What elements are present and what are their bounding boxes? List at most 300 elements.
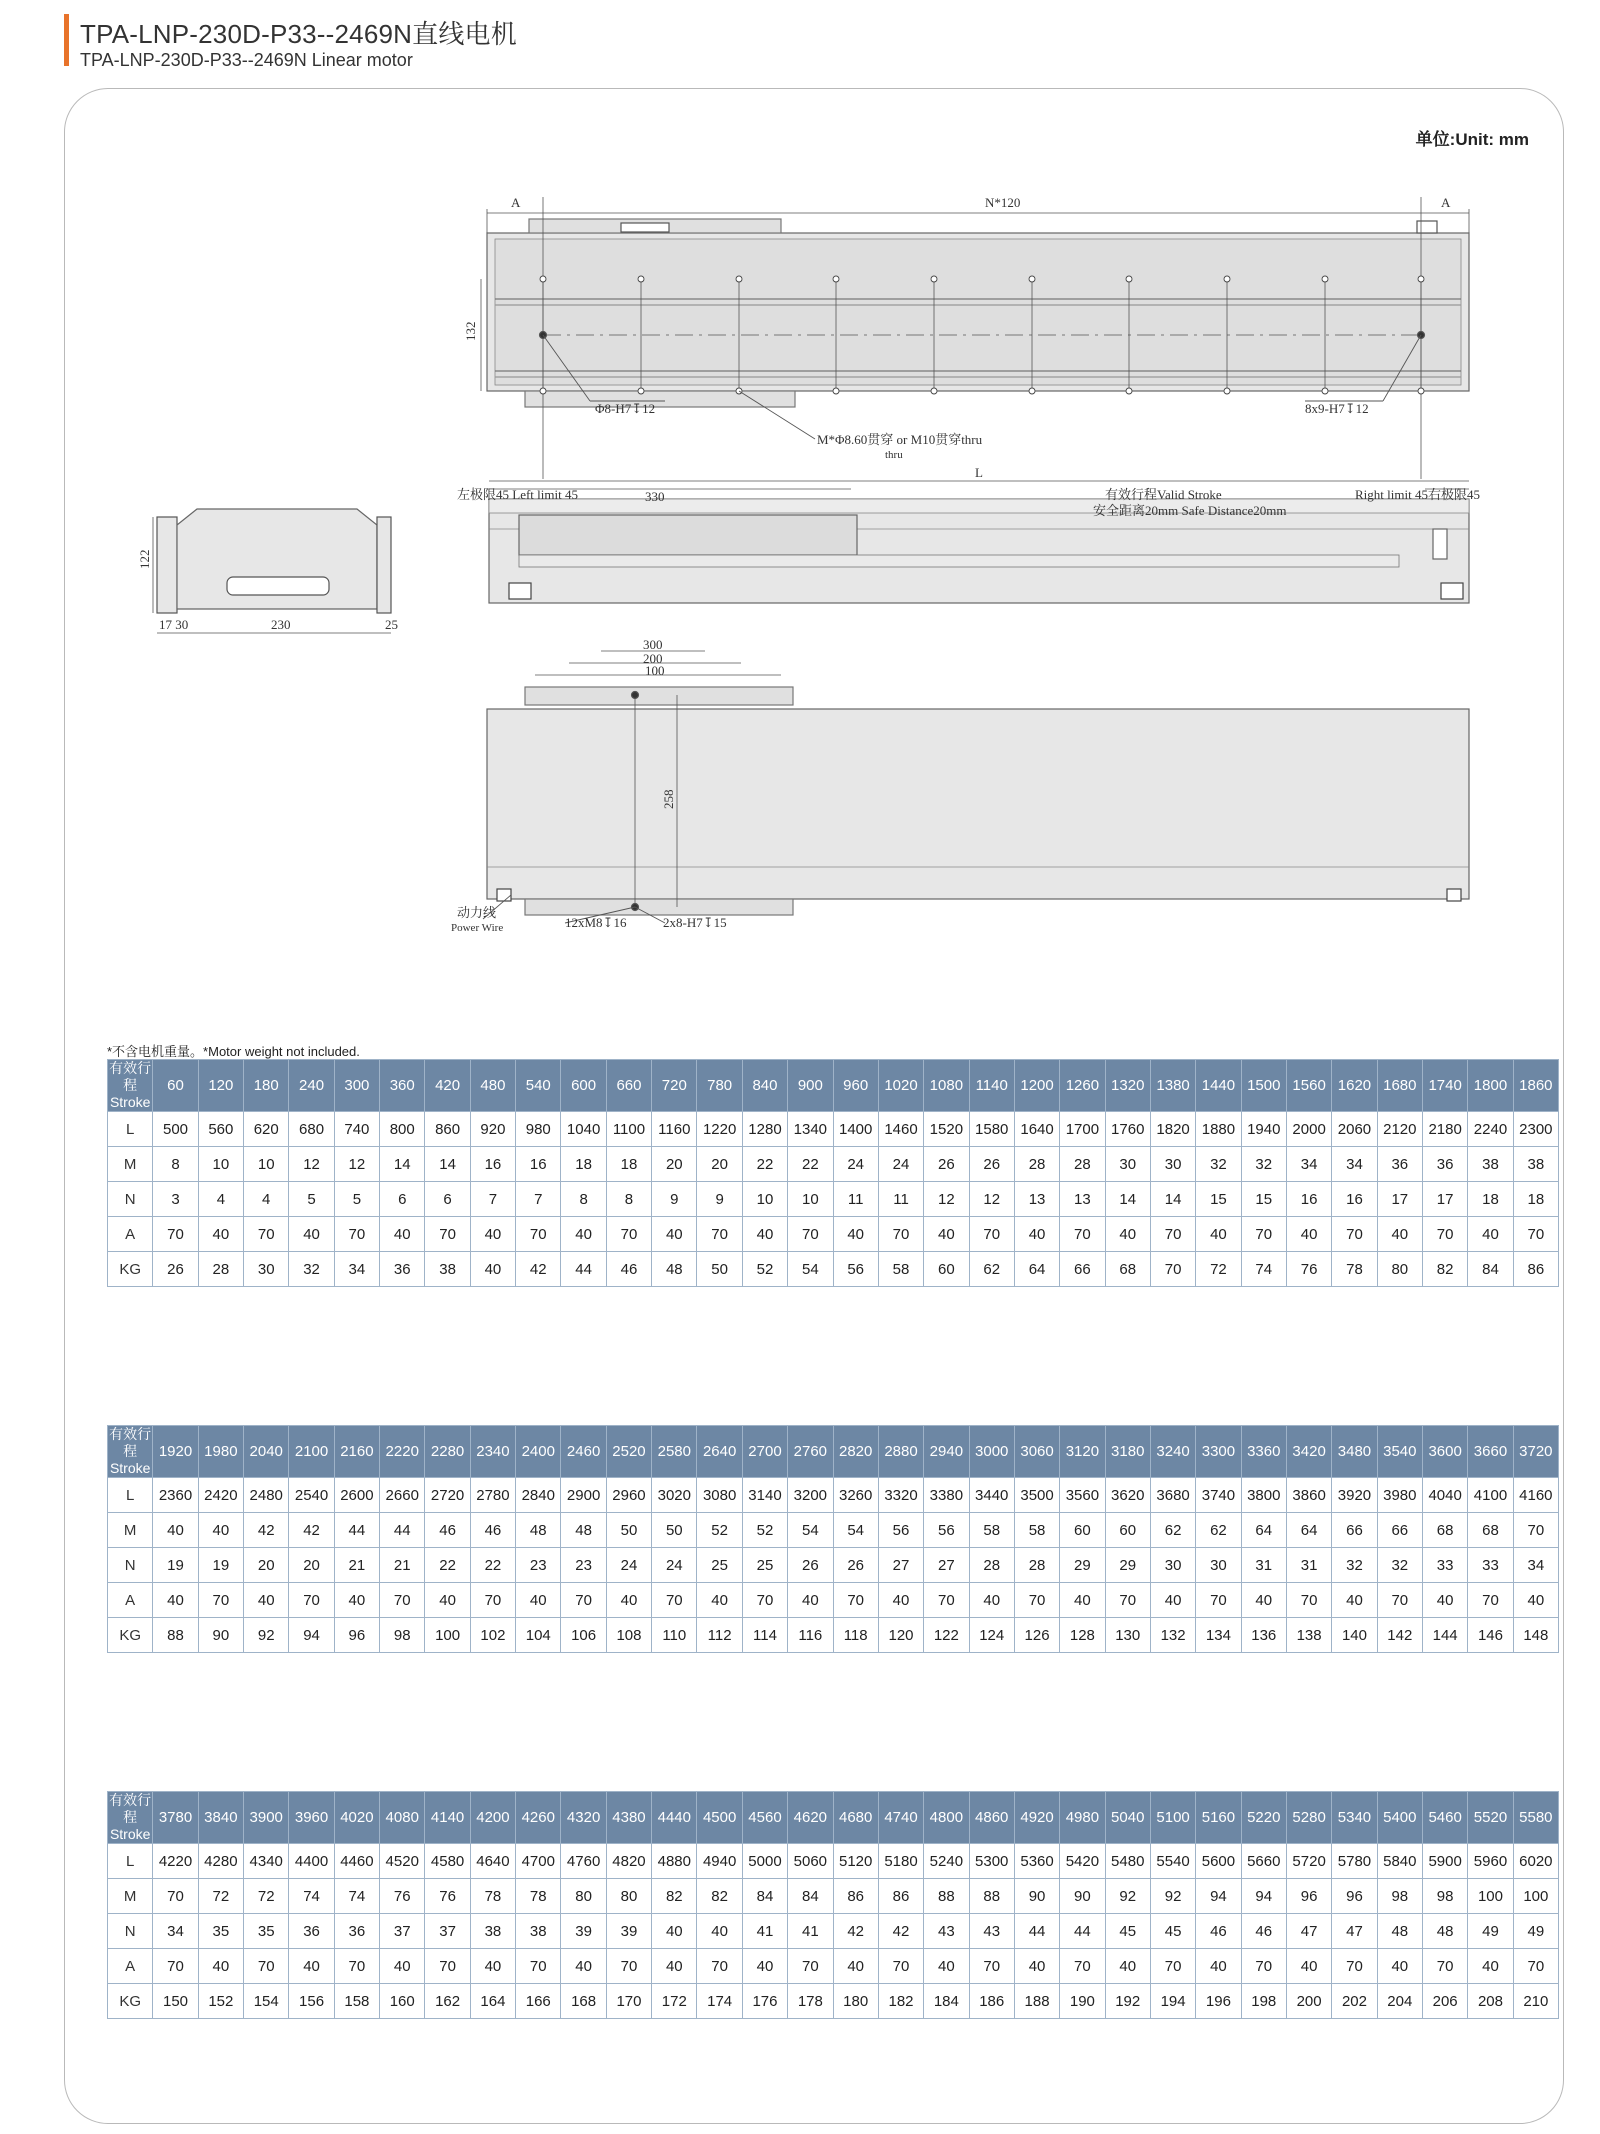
row-label: A bbox=[108, 1949, 153, 1984]
table-cell: 22 bbox=[788, 1147, 833, 1182]
table-cell: 39 bbox=[606, 1914, 651, 1949]
row-label: A bbox=[108, 1583, 153, 1618]
table-cell: 4040 bbox=[1422, 1478, 1467, 1513]
table-cell: 49 bbox=[1468, 1914, 1513, 1949]
table-cell: 15 bbox=[1196, 1182, 1241, 1217]
dim-300: 300 bbox=[643, 637, 663, 652]
table-cell: 48 bbox=[652, 1252, 697, 1287]
table-cell: 44 bbox=[1060, 1914, 1105, 1949]
stroke-value: 1200 bbox=[1014, 1060, 1059, 1112]
table-cell: 6 bbox=[380, 1182, 425, 1217]
table-cell: 5000 bbox=[742, 1844, 787, 1879]
table-cell: 98 bbox=[380, 1618, 425, 1653]
table-cell: 50 bbox=[652, 1513, 697, 1548]
table-row bbox=[108, 1618, 1559, 1653]
table-row bbox=[108, 1252, 1559, 1287]
table-cell: 60 bbox=[1105, 1513, 1150, 1548]
table-cell: 70 bbox=[425, 1949, 470, 1984]
table-cell: 42 bbox=[244, 1513, 289, 1548]
left-limit-label: 左极限45 Left limit 45 bbox=[457, 487, 578, 502]
table-cell: 26 bbox=[788, 1548, 833, 1583]
table-cell: 23 bbox=[561, 1548, 606, 1583]
table-cell: 5180 bbox=[878, 1844, 923, 1879]
table-cell: 46 bbox=[1241, 1914, 1286, 1949]
stroke-value: 60 bbox=[153, 1060, 198, 1112]
row-label: KG bbox=[108, 1984, 153, 2019]
table-cell: 62 bbox=[969, 1252, 1014, 1287]
table-cell: 202 bbox=[1332, 1984, 1377, 2019]
table-cell: 40 bbox=[742, 1217, 787, 1252]
table-cell: 48 bbox=[516, 1513, 561, 1548]
table-cell: 1580 bbox=[969, 1112, 1014, 1147]
table-cell: 74 bbox=[334, 1879, 379, 1914]
table-row bbox=[108, 1879, 1559, 1914]
table-cell: 68 bbox=[1105, 1252, 1150, 1287]
stroke-value: 2580 bbox=[652, 1426, 697, 1478]
stroke-value: 180 bbox=[244, 1060, 289, 1112]
table-cell: 88 bbox=[924, 1879, 969, 1914]
table-cell: 52 bbox=[742, 1252, 787, 1287]
stroke-value: 2820 bbox=[833, 1426, 878, 1478]
table-cell: 80 bbox=[1377, 1252, 1422, 1287]
row-label: N bbox=[108, 1182, 153, 1217]
table-cell: 2120 bbox=[1377, 1112, 1422, 1147]
table-cell: 70 bbox=[1060, 1217, 1105, 1252]
table-cell: 1340 bbox=[788, 1112, 833, 1147]
table-cell: 64 bbox=[1241, 1513, 1286, 1548]
table-cell: 70 bbox=[289, 1583, 334, 1618]
table-cell: 134 bbox=[1196, 1618, 1241, 1653]
table-cell: 112 bbox=[697, 1618, 742, 1653]
table-cell: 13 bbox=[1060, 1182, 1105, 1217]
table-cell: 40 bbox=[924, 1949, 969, 1984]
table-cell: 94 bbox=[1196, 1879, 1241, 1914]
table-cell: 21 bbox=[334, 1548, 379, 1583]
table-cell: 1940 bbox=[1241, 1112, 1286, 1147]
table-cell: 40 bbox=[1105, 1949, 1150, 1984]
table-cell: 114 bbox=[742, 1618, 787, 1653]
table-cell: 33 bbox=[1468, 1548, 1513, 1583]
table-cell: 70 bbox=[198, 1583, 243, 1618]
table-cell: 2960 bbox=[606, 1478, 651, 1513]
table-cell: 70 bbox=[924, 1583, 969, 1618]
valid-stroke-label: 有效行程Valid Stroke bbox=[1105, 487, 1222, 502]
table-cell: 38 bbox=[1513, 1147, 1558, 1182]
table-row bbox=[108, 1478, 1559, 1513]
table-cell: 4160 bbox=[1513, 1478, 1558, 1513]
table-cell: 18 bbox=[561, 1147, 606, 1182]
table-cell: 41 bbox=[742, 1914, 787, 1949]
table-cell: 26 bbox=[833, 1548, 878, 1583]
table-cell: 70 bbox=[244, 1949, 289, 1984]
stroke-value: 240 bbox=[289, 1060, 334, 1112]
table-cell: 12 bbox=[289, 1147, 334, 1182]
stroke-header-row bbox=[108, 1426, 1559, 1478]
table-cell: 14 bbox=[380, 1147, 425, 1182]
table-cell: 20 bbox=[289, 1548, 334, 1583]
table-cell: 9 bbox=[697, 1182, 742, 1217]
table-cell: 40 bbox=[1196, 1949, 1241, 1984]
table-cell: 27 bbox=[878, 1548, 923, 1583]
table-cell: 19 bbox=[153, 1548, 198, 1583]
stroke-header-row bbox=[108, 1060, 1559, 1112]
table-cell: 1760 bbox=[1105, 1112, 1150, 1147]
table-cell: 3080 bbox=[697, 1478, 742, 1513]
table-cell: 40 bbox=[244, 1583, 289, 1618]
table-cell: 5360 bbox=[1014, 1844, 1059, 1879]
table-cell: 70 bbox=[1014, 1583, 1059, 1618]
table-cell: 70 bbox=[334, 1949, 379, 1984]
dim-n120: N*120 bbox=[985, 195, 1021, 210]
table-cell: 860 bbox=[425, 1112, 470, 1147]
table-cell: 3140 bbox=[742, 1478, 787, 1513]
table-cell: 150 bbox=[153, 1984, 198, 2019]
table-cell: 40 bbox=[198, 1949, 243, 1984]
stroke-value: 3360 bbox=[1241, 1426, 1286, 1478]
table-cell: 60 bbox=[924, 1252, 969, 1287]
table-cell: 70 bbox=[1241, 1949, 1286, 1984]
table-cell: 3440 bbox=[969, 1478, 1014, 1513]
table-cell: 17 bbox=[1422, 1182, 1467, 1217]
table-cell: 38 bbox=[1468, 1147, 1513, 1182]
table-cell: 56 bbox=[833, 1252, 878, 1287]
table-cell: 2240 bbox=[1468, 1112, 1513, 1147]
table-cell: 620 bbox=[244, 1112, 289, 1147]
table-cell: 74 bbox=[1241, 1252, 1286, 1287]
stroke-value: 1320 bbox=[1105, 1060, 1150, 1112]
table-cell: 90 bbox=[198, 1618, 243, 1653]
table-cell: 94 bbox=[1241, 1879, 1286, 1914]
table-cell: 52 bbox=[742, 1513, 787, 1548]
table-cell: 2600 bbox=[334, 1478, 379, 1513]
table-cell: 8 bbox=[561, 1182, 606, 1217]
table-cell: 70 bbox=[1422, 1949, 1467, 1984]
table-cell: 70 bbox=[153, 1217, 198, 1252]
table-cell: 40 bbox=[470, 1252, 515, 1287]
table-cell: 70 bbox=[788, 1949, 833, 1984]
table-cell: 106 bbox=[561, 1618, 606, 1653]
table-cell: 5900 bbox=[1422, 1844, 1467, 1879]
table-cell: 26 bbox=[969, 1147, 1014, 1182]
table-cell: 17 bbox=[1377, 1182, 1422, 1217]
table-cell: 70 bbox=[1513, 1217, 1558, 1252]
spec-table-2 bbox=[107, 1425, 1559, 1653]
table-cell: 3200 bbox=[788, 1478, 833, 1513]
table-cell: 29 bbox=[1105, 1548, 1150, 1583]
table-cell: 30 bbox=[1150, 1147, 1195, 1182]
stroke-value: 2040 bbox=[244, 1426, 289, 1478]
table-cell: 70 bbox=[1150, 1217, 1195, 1252]
table-cell: 3860 bbox=[1286, 1478, 1331, 1513]
table-cell: 10 bbox=[244, 1147, 289, 1182]
table-cell: 64 bbox=[1286, 1513, 1331, 1548]
table-cell: 40 bbox=[1468, 1949, 1513, 1984]
table-cell: 35 bbox=[198, 1914, 243, 1949]
table-cell: 162 bbox=[425, 1984, 470, 2019]
stroke-value: 3420 bbox=[1286, 1426, 1331, 1478]
stroke-value: 1440 bbox=[1196, 1060, 1241, 1112]
table-cell: 54 bbox=[788, 1513, 833, 1548]
table-cell: 21 bbox=[380, 1548, 425, 1583]
stroke-value: 3780 bbox=[153, 1792, 198, 1844]
table-cell: 4220 bbox=[153, 1844, 198, 1879]
table-cell: 2180 bbox=[1422, 1112, 1467, 1147]
table-cell: 4 bbox=[198, 1182, 243, 1217]
table-cell: 30 bbox=[1105, 1147, 1150, 1182]
stroke-value: 960 bbox=[833, 1060, 878, 1112]
stroke-value: 4980 bbox=[1060, 1792, 1105, 1844]
stroke-value: 1500 bbox=[1241, 1060, 1286, 1112]
table-cell: 3560 bbox=[1060, 1478, 1105, 1513]
table-cell: 5 bbox=[289, 1182, 334, 1217]
table-row bbox=[108, 1147, 1559, 1182]
table-cell: 40 bbox=[1286, 1949, 1331, 1984]
stroke-value: 1740 bbox=[1422, 1060, 1467, 1112]
dim-L: L bbox=[975, 465, 983, 480]
table-cell: 146 bbox=[1468, 1618, 1513, 1653]
stroke-value: 5220 bbox=[1241, 1792, 1286, 1844]
table-cell: 34 bbox=[1286, 1147, 1331, 1182]
table-cell: 192 bbox=[1105, 1984, 1150, 2019]
table-cell: 54 bbox=[788, 1252, 833, 1287]
table-cell: 40 bbox=[334, 1583, 379, 1618]
table-cell: 70 bbox=[878, 1949, 923, 1984]
table-cell: 142 bbox=[1377, 1618, 1422, 1653]
table-cell: 56 bbox=[924, 1513, 969, 1548]
table-cell: 20 bbox=[697, 1147, 742, 1182]
table-cell: 1400 bbox=[833, 1112, 878, 1147]
table-cell: 4700 bbox=[516, 1844, 561, 1879]
table-cell: 2060 bbox=[1332, 1112, 1377, 1147]
table-cell: 10 bbox=[742, 1182, 787, 1217]
stroke-value: 660 bbox=[606, 1060, 651, 1112]
row-label: N bbox=[108, 1548, 153, 1583]
stroke-value: 2280 bbox=[425, 1426, 470, 1478]
table-cell: 7 bbox=[516, 1182, 561, 1217]
table-cell: 920 bbox=[470, 1112, 515, 1147]
table-cell: 188 bbox=[1014, 1984, 1059, 2019]
table-cell: 40 bbox=[198, 1513, 243, 1548]
row-label: L bbox=[108, 1112, 153, 1147]
table-cell: 38 bbox=[425, 1252, 470, 1287]
table-cell: 40 bbox=[652, 1914, 697, 1949]
table-cell: 198 bbox=[1241, 1984, 1286, 2019]
table-cell: 1160 bbox=[652, 1112, 697, 1147]
table-cell: 88 bbox=[153, 1618, 198, 1653]
table-cell: 62 bbox=[1150, 1513, 1195, 1548]
table-cell: 10 bbox=[788, 1182, 833, 1217]
table-row bbox=[108, 1548, 1559, 1583]
table-cell: 14 bbox=[1105, 1182, 1150, 1217]
table-cell: 36 bbox=[289, 1914, 334, 1949]
stroke-header-cell bbox=[108, 1792, 153, 1844]
table-cell: 32 bbox=[1241, 1147, 1286, 1182]
stroke-header-cell bbox=[108, 1060, 153, 1112]
table-cell: 6020 bbox=[1513, 1844, 1558, 1879]
table-cell: 5840 bbox=[1377, 1844, 1422, 1879]
table-cell: 124 bbox=[969, 1618, 1014, 1653]
table-cell: 30 bbox=[244, 1252, 289, 1287]
table-cell: 138 bbox=[1286, 1618, 1331, 1653]
table-cell: 2720 bbox=[425, 1478, 470, 1513]
table-cell: 22 bbox=[425, 1548, 470, 1583]
unit-label: 单位:Unit: mm bbox=[1415, 130, 1529, 149]
table-cell: 5 bbox=[334, 1182, 379, 1217]
table-cell: 126 bbox=[1014, 1618, 1059, 1653]
table-cell: 148 bbox=[1513, 1618, 1558, 1653]
stroke-value: 3720 bbox=[1513, 1426, 1558, 1478]
stroke-value: 2700 bbox=[742, 1426, 787, 1478]
table-cell: 3740 bbox=[1196, 1478, 1241, 1513]
table-cell: 40 bbox=[1014, 1217, 1059, 1252]
table-cell: 3980 bbox=[1377, 1478, 1422, 1513]
table-cell: 3800 bbox=[1241, 1478, 1286, 1513]
table-cell: 78 bbox=[1332, 1252, 1377, 1287]
table-cell: 82 bbox=[652, 1879, 697, 1914]
table-cell: 680 bbox=[289, 1112, 334, 1147]
stroke-value: 1860 bbox=[1513, 1060, 1558, 1112]
table-cell: 36 bbox=[1377, 1147, 1422, 1182]
stroke-value: 4620 bbox=[788, 1792, 833, 1844]
title-accent-bar bbox=[64, 14, 69, 66]
table-cell: 70 bbox=[334, 1217, 379, 1252]
table-cell: 194 bbox=[1150, 1984, 1195, 2019]
stroke-value: 3540 bbox=[1377, 1426, 1422, 1478]
table-cell: 2360 bbox=[153, 1478, 198, 1513]
table-cell: 4280 bbox=[198, 1844, 243, 1879]
stroke-value: 3180 bbox=[1105, 1426, 1150, 1478]
table-cell: 70 bbox=[1513, 1513, 1558, 1548]
table-cell: 28 bbox=[1014, 1147, 1059, 1182]
stroke-value: 840 bbox=[742, 1060, 787, 1112]
table-cell: 40 bbox=[652, 1217, 697, 1252]
table-cell: 42 bbox=[833, 1914, 878, 1949]
weight-note: *不含电机重量。*Motor weight not included. bbox=[107, 1044, 360, 1059]
stroke-value: 4500 bbox=[697, 1792, 742, 1844]
table-row bbox=[108, 1914, 1559, 1949]
stroke-value: 4440 bbox=[652, 1792, 697, 1844]
stroke-value: 3000 bbox=[969, 1426, 1014, 1478]
table-cell: 70 bbox=[969, 1949, 1014, 1984]
stroke-value: 120 bbox=[198, 1060, 243, 1112]
table-cell: 33 bbox=[1422, 1548, 1467, 1583]
table-cell: 500 bbox=[153, 1112, 198, 1147]
stroke-value: 540 bbox=[516, 1060, 561, 1112]
stroke-value: 2880 bbox=[878, 1426, 923, 1478]
dim-25: 25 bbox=[385, 617, 398, 632]
table-cell: 4580 bbox=[425, 1844, 470, 1879]
stroke-value: 2940 bbox=[924, 1426, 969, 1478]
table-cell: 16 bbox=[1332, 1182, 1377, 1217]
table-cell: 84 bbox=[1468, 1252, 1513, 1287]
table-cell: 800 bbox=[380, 1112, 425, 1147]
stroke-value: 720 bbox=[652, 1060, 697, 1112]
table-cell: 28 bbox=[1014, 1548, 1059, 1583]
stroke-value: 5340 bbox=[1332, 1792, 1377, 1844]
table-cell: 40 bbox=[1241, 1583, 1286, 1618]
stroke-header-cn: 有效行程 bbox=[109, 1426, 152, 1459]
table-cell: 70 bbox=[833, 1583, 878, 1618]
hole-left-label: Φ8-H7↧12 bbox=[595, 401, 656, 416]
side-view-drawing bbox=[489, 481, 1469, 603]
table-cell: 4640 bbox=[470, 1844, 515, 1879]
table-cell: 40 bbox=[652, 1949, 697, 1984]
table-cell: 154 bbox=[244, 1984, 289, 2019]
stroke-value: 2640 bbox=[697, 1426, 742, 1478]
row-label: KG bbox=[108, 1252, 153, 1287]
table-cell: 82 bbox=[1422, 1252, 1467, 1287]
stroke-value: 5160 bbox=[1196, 1792, 1241, 1844]
table-cell: 47 bbox=[1286, 1914, 1331, 1949]
table-cell: 66 bbox=[1332, 1513, 1377, 1548]
table-cell: 740 bbox=[334, 1112, 379, 1147]
stroke-header-en: Stroke bbox=[109, 1460, 151, 1476]
table-cell: 35 bbox=[244, 1914, 289, 1949]
table-cell: 37 bbox=[425, 1914, 470, 1949]
stroke-value: 5100 bbox=[1150, 1792, 1195, 1844]
table-cell: 49 bbox=[1513, 1914, 1558, 1949]
table-cell: 4460 bbox=[334, 1844, 379, 1879]
table-cell: 47 bbox=[1332, 1914, 1377, 1949]
table-cell: 29 bbox=[1060, 1548, 1105, 1583]
stroke-value: 4320 bbox=[561, 1792, 606, 1844]
stroke-value: 600 bbox=[561, 1060, 606, 1112]
table-cell: 39 bbox=[561, 1914, 606, 1949]
table-cell: 58 bbox=[1014, 1513, 1059, 1548]
table-cell: 3500 bbox=[1014, 1478, 1059, 1513]
power-wire-en: Power Wire bbox=[451, 922, 504, 934]
table-cell: 70 bbox=[606, 1949, 651, 1984]
stroke-value: 1080 bbox=[924, 1060, 969, 1112]
table-cell: 70 bbox=[1196, 1583, 1241, 1618]
table-cell: 3620 bbox=[1105, 1478, 1150, 1513]
table-cell: 196 bbox=[1196, 1984, 1241, 2019]
table-cell: 40 bbox=[697, 1583, 742, 1618]
table-cell: 8 bbox=[606, 1182, 651, 1217]
table-cell: 96 bbox=[1332, 1879, 1377, 1914]
table-cell: 4940 bbox=[697, 1844, 742, 1879]
table-cell: 56 bbox=[878, 1513, 923, 1548]
table-cell: 208 bbox=[1468, 1984, 1513, 2019]
table-cell: 70 bbox=[878, 1217, 923, 1252]
table-cell: 32 bbox=[1196, 1147, 1241, 1182]
table-cell: 44 bbox=[1014, 1914, 1059, 1949]
table-cell: 40 bbox=[697, 1914, 742, 1949]
table-cell: 178 bbox=[788, 1984, 833, 2019]
table-cell: 40 bbox=[153, 1513, 198, 1548]
table-cell: 40 bbox=[289, 1217, 334, 1252]
stroke-value: 2160 bbox=[334, 1426, 379, 1478]
row-label: N bbox=[108, 1914, 153, 1949]
stroke-value: 3600 bbox=[1422, 1426, 1467, 1478]
table-cell: 70 bbox=[470, 1583, 515, 1618]
stroke-value: 1380 bbox=[1150, 1060, 1195, 1112]
table-cell: 20 bbox=[244, 1548, 289, 1583]
table-cell: 58 bbox=[878, 1252, 923, 1287]
table-cell: 182 bbox=[878, 1984, 923, 2019]
stroke-value: 2340 bbox=[470, 1426, 515, 1478]
table-cell: 43 bbox=[924, 1914, 969, 1949]
stroke-value: 4200 bbox=[470, 1792, 515, 1844]
table-cell: 5540 bbox=[1150, 1844, 1195, 1879]
table-cell: 40 bbox=[1422, 1583, 1467, 1618]
table-cell: 102 bbox=[470, 1618, 515, 1653]
power-wire-cn: 动力线 bbox=[457, 905, 497, 920]
table-cell: 40 bbox=[969, 1583, 1014, 1618]
table-cell: 34 bbox=[1332, 1147, 1377, 1182]
table-cell: 1520 bbox=[924, 1112, 969, 1147]
stroke-value: 4560 bbox=[742, 1792, 787, 1844]
